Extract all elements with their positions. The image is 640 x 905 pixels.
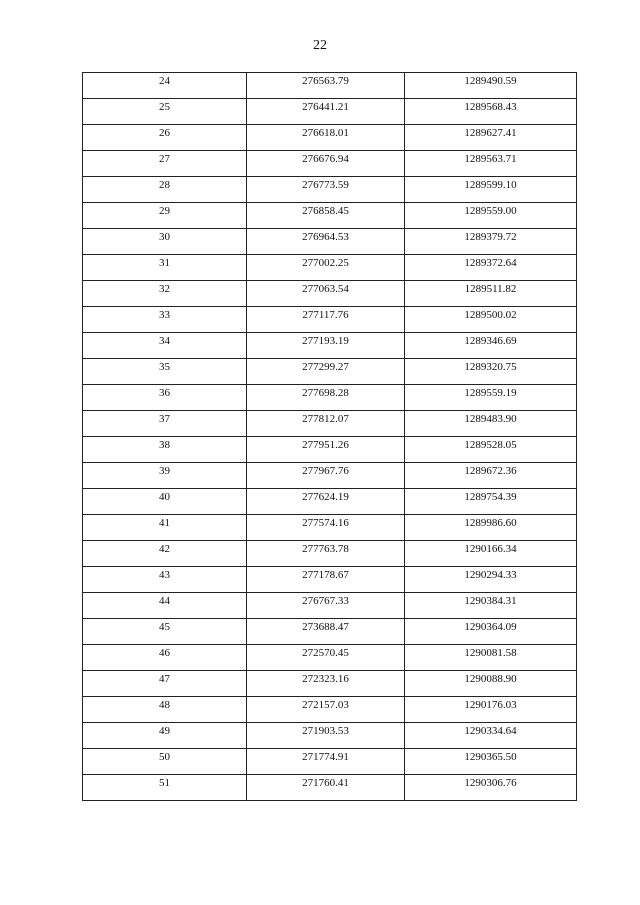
- point-number-cell: 43: [83, 567, 247, 593]
- x-coordinate-cell: 277574.16: [247, 515, 405, 541]
- y-coordinate-cell: 1289627.41: [405, 125, 577, 151]
- point-number-cell: 36: [83, 385, 247, 411]
- x-coordinate-cell: 271774.91: [247, 749, 405, 775]
- x-coordinate-cell: 272570.45: [247, 645, 405, 671]
- y-coordinate-cell: 1290294.33: [405, 567, 577, 593]
- y-coordinate-cell: 1289563.71: [405, 151, 577, 177]
- point-number-cell: 28: [83, 177, 247, 203]
- point-number-cell: 31: [83, 255, 247, 281]
- table-row: [83, 541, 577, 567]
- table-row: [83, 151, 577, 177]
- page-number: 22: [313, 38, 327, 53]
- point-number-cell: 50: [83, 749, 247, 775]
- y-coordinate-cell: 1289379.72: [405, 229, 577, 255]
- x-coordinate-cell: 277698.28: [247, 385, 405, 411]
- table-row: [83, 229, 577, 255]
- table-row: [83, 645, 577, 671]
- point-number-cell: 35: [83, 359, 247, 385]
- x-coordinate-cell: 277763.78: [247, 541, 405, 567]
- table-row: [83, 697, 577, 723]
- x-coordinate-cell: 276618.01: [247, 125, 405, 151]
- y-coordinate-cell: 1289568.43: [405, 99, 577, 125]
- coordinates-table-body: [83, 73, 577, 801]
- table-row: [83, 723, 577, 749]
- table-row: [83, 255, 577, 281]
- x-coordinate-cell: 271760.41: [247, 775, 405, 801]
- y-coordinate-cell: 1290081.58: [405, 645, 577, 671]
- table-row: [83, 281, 577, 307]
- x-coordinate-cell: 276563.79: [247, 73, 405, 99]
- y-coordinate-cell: 1290176.03: [405, 697, 577, 723]
- x-coordinate-cell: 276676.94: [247, 151, 405, 177]
- table-row: [83, 775, 577, 801]
- y-coordinate-cell: 1289672.36: [405, 463, 577, 489]
- x-coordinate-cell: 277967.76: [247, 463, 405, 489]
- table-row: [83, 203, 577, 229]
- table-row: [83, 567, 577, 593]
- y-coordinate-cell: 1290306.76: [405, 775, 577, 801]
- x-coordinate-cell: 276767.33: [247, 593, 405, 619]
- y-coordinate-cell: 1289528.05: [405, 437, 577, 463]
- table-row: [83, 489, 577, 515]
- table-row: [83, 359, 577, 385]
- y-coordinate-cell: 1290088.90: [405, 671, 577, 697]
- table-row: [83, 73, 577, 99]
- table-row: [83, 333, 577, 359]
- x-coordinate-cell: 277178.67: [247, 567, 405, 593]
- table-row: [83, 593, 577, 619]
- point-number-cell: 49: [83, 723, 247, 749]
- point-number-cell: 33: [83, 307, 247, 333]
- point-number-cell: 25: [83, 99, 247, 125]
- x-coordinate-cell: 277299.27: [247, 359, 405, 385]
- x-coordinate-cell: 277951.26: [247, 437, 405, 463]
- x-coordinate-cell: 277193.19: [247, 333, 405, 359]
- y-coordinate-cell: 1290364.09: [405, 619, 577, 645]
- y-coordinate-cell: 1289754.39: [405, 489, 577, 515]
- table-row: [83, 385, 577, 411]
- point-number-cell: 38: [83, 437, 247, 463]
- x-coordinate-cell: 273688.47: [247, 619, 405, 645]
- x-coordinate-cell: 277812.07: [247, 411, 405, 437]
- x-coordinate-cell: 276441.21: [247, 99, 405, 125]
- y-coordinate-cell: 1290384.31: [405, 593, 577, 619]
- x-coordinate-cell: 277002.25: [247, 255, 405, 281]
- x-coordinate-cell: 276858.45: [247, 203, 405, 229]
- point-number-cell: 32: [83, 281, 247, 307]
- table-row: [83, 515, 577, 541]
- point-number-cell: 51: [83, 775, 247, 801]
- x-coordinate-cell: 277117.76: [247, 307, 405, 333]
- table-row: [83, 99, 577, 125]
- point-number-cell: 48: [83, 697, 247, 723]
- point-number-cell: 30: [83, 229, 247, 255]
- point-number-cell: 40: [83, 489, 247, 515]
- x-coordinate-cell: 277624.19: [247, 489, 405, 515]
- table-row: [83, 125, 577, 151]
- point-number-cell: 26: [83, 125, 247, 151]
- y-coordinate-cell: 1290334.64: [405, 723, 577, 749]
- y-coordinate-cell: 1289559.19: [405, 385, 577, 411]
- table-row: [83, 177, 577, 203]
- point-number-cell: 45: [83, 619, 247, 645]
- point-number-cell: 39: [83, 463, 247, 489]
- point-number-cell: 34: [83, 333, 247, 359]
- y-coordinate-cell: 1290166.34: [405, 541, 577, 567]
- point-number-cell: 37: [83, 411, 247, 437]
- table-row: [83, 463, 577, 489]
- y-coordinate-cell: 1289986.60: [405, 515, 577, 541]
- y-coordinate-cell: 1289372.64: [405, 255, 577, 281]
- x-coordinate-cell: 271903.53: [247, 723, 405, 749]
- x-coordinate-cell: 272323.16: [247, 671, 405, 697]
- point-number-cell: 27: [83, 151, 247, 177]
- y-coordinate-cell: 1289320.75: [405, 359, 577, 385]
- y-coordinate-cell: 1289483.90: [405, 411, 577, 437]
- table-row: [83, 671, 577, 697]
- y-coordinate-cell: 1289511.82: [405, 281, 577, 307]
- table-row: [83, 749, 577, 775]
- y-coordinate-cell: 1289599.10: [405, 177, 577, 203]
- x-coordinate-cell: 272157.03: [247, 697, 405, 723]
- y-coordinate-cell: 1289490.59: [405, 73, 577, 99]
- table-row: [83, 437, 577, 463]
- point-number-cell: 46: [83, 645, 247, 671]
- point-number-cell: 41: [83, 515, 247, 541]
- point-number-cell: 44: [83, 593, 247, 619]
- x-coordinate-cell: 277063.54: [247, 281, 405, 307]
- x-coordinate-cell: 276773.59: [247, 177, 405, 203]
- table-row: [83, 619, 577, 645]
- point-number-cell: 29: [83, 203, 247, 229]
- point-number-cell: 24: [83, 73, 247, 99]
- y-coordinate-cell: 1289559.00: [405, 203, 577, 229]
- point-number-cell: 47: [83, 671, 247, 697]
- table-row: [83, 411, 577, 437]
- point-number-cell: 42: [83, 541, 247, 567]
- table-row: [83, 307, 577, 333]
- y-coordinate-cell: 1290365.50: [405, 749, 577, 775]
- y-coordinate-cell: 1289346.69: [405, 333, 577, 359]
- coordinates-table: [82, 72, 577, 801]
- x-coordinate-cell: 276964.53: [247, 229, 405, 255]
- y-coordinate-cell: 1289500.02: [405, 307, 577, 333]
